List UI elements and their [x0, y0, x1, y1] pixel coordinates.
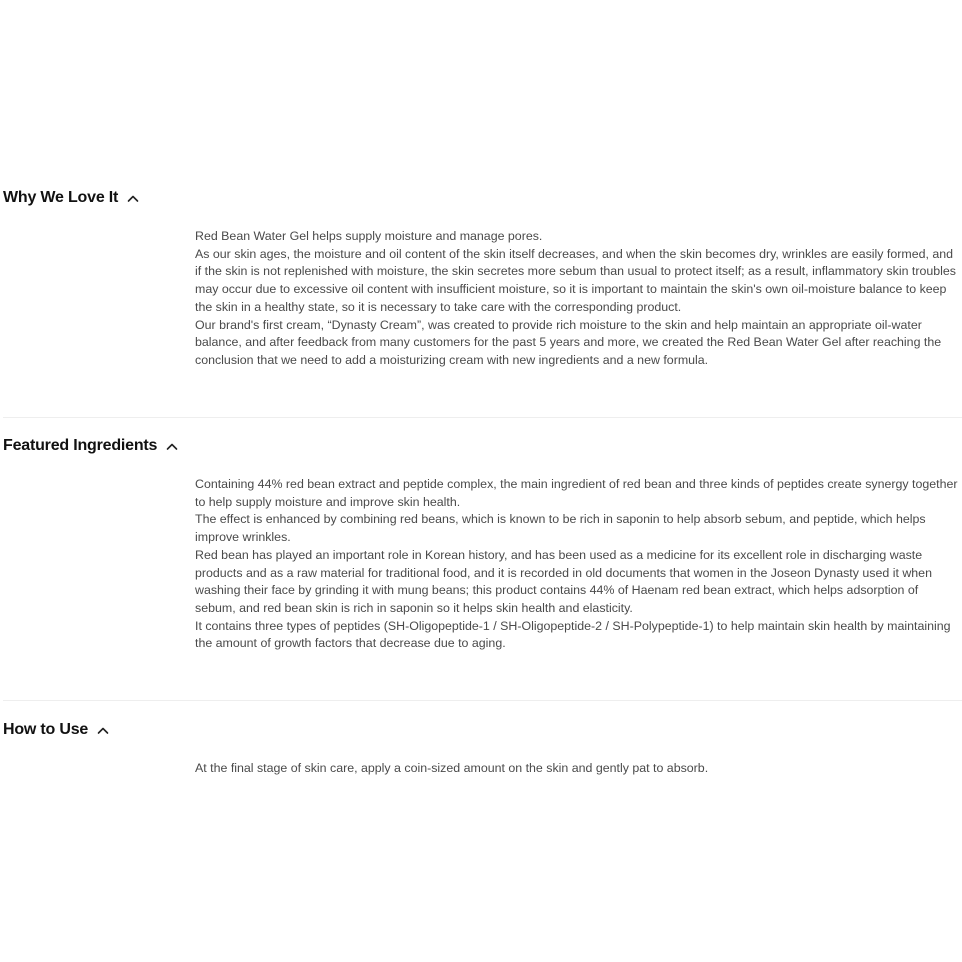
body-paragraph: Containing 44% red bean extract and peptide complex, the main ingredient of red bean and three kinds of peptides create synergy together to help supply moisture and improve skin health. [195, 477, 958, 509]
body-paragraph: Red Bean Water Gel helps supply moisture and manage pores. [195, 229, 543, 243]
accordion-body-how-to-use [195, 760, 962, 778]
accordion-header-featured-ingredients[interactable] [3, 436, 178, 456]
section-title: Why We Love It [3, 189, 119, 206]
body-paragraph: As our skin ages, the moisture and oil content of the skin itself decreases, and when the skin becomes dry, wrinkles are easily formed, and if the skin is not replenished with moisture, the skin secretes more sebum than usual to protect itself; as a result, inflammatory skin troubles may occur due to excessive oil content with insufficient moisture, so it is important to maintain the skin's own oil-moisture balance to keep the skin in a healthy state, so it is necessary to take care with the corresponding product. [195, 246, 956, 314]
body-paragraph: The effect is enhanced by combining red beans, which is known to be rich in saponin to help absorb sebum, and peptide, which helps improve wrinkles. [195, 512, 926, 545]
section-title: How to Use [3, 721, 89, 738]
chevron-up-icon[interactable] [97, 725, 109, 737]
accordion-header-how-to-use[interactable] [3, 720, 109, 740]
chevron-up-icon[interactable] [127, 193, 139, 205]
chevron-up-icon[interactable] [166, 441, 178, 453]
section-divider [3, 700, 962, 701]
accordion-header-why-we-love-it[interactable] [3, 188, 139, 208]
section-divider [3, 417, 962, 418]
accordion-body-why-we-love-it [195, 228, 962, 370]
body-paragraph: Our brand's first cream, “Dynasty Cream”, was created to provide rich moisture to the skin and help maintain an appropriate oil-water balance, and after feedback from many customers for the past 5 years and more, we created the Red Bean Water Gel after reaching the conclusion that we need to add a moisturizing cream with new ingredients and a new formula. [195, 317, 942, 367]
accordion-body-featured-ingredients [195, 476, 962, 653]
body-paragraph: Red bean has played an important role in Korean history, and has been used as a medicine for its excellent role in discharging waste products and as a raw material for traditional food, and it is recorded in old documents that women in the Joseon Dynasty used it when washing their face by grinding it with mung beans; this product contains 44% of Haenam red bean extract, which helps adsorption of sebum, and red bean skin is rich in saponin so it helps skin health and elasticity. [195, 547, 932, 615]
section-title: Featured Ingredients [3, 437, 158, 454]
body-paragraph: At the final stage of skin care, apply a coin-sized amount on the skin and gently pat to absorb. [195, 761, 709, 775]
body-paragraph: It contains three types of peptides (SH-Oligopeptide-1 / SH-Oligopeptide-2 / SH-Polypeptide-1) to help maintain skin health by maintaining the amount of growth factors that decrease due to aging. [195, 618, 951, 651]
